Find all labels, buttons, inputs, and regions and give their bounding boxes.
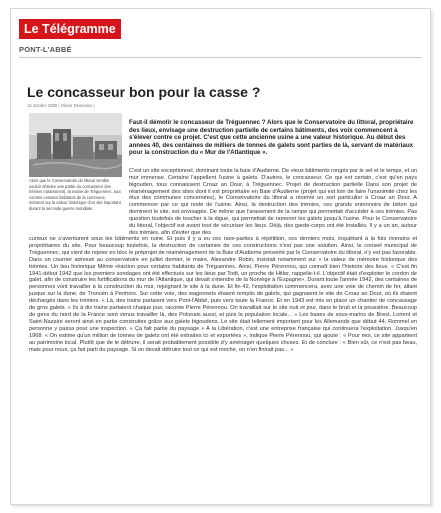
article-photo	[29, 113, 122, 177]
concrete-ruins-photo	[29, 113, 122, 177]
article-meta: 12 octobre 2005 | Olivier Desveaux |	[27, 103, 95, 108]
masthead-logo[interactable]: Le Télégramme	[19, 19, 121, 39]
article-headline: Le concasseur bon pour la casse ?	[27, 84, 261, 100]
article-body-continued: curieux ne s'aventurent sous les bâtiments en ruine. Et puis il y a eu ces rave-parties à répétition, ces derniers mois, inquiétant à la fois riverains et propriétaires du site. Pour beaucoup toutefois, la destruction de certaines de ces constructions n'est pas une solution. Ainsi, le conseil municipal de Tréguennec, qui vient de rejeter en bloc le préprojet de réaménagement de la Baie d'Audierne présenté par le Conservatoire du littoral, n'y est pas favorable. Dans un courrier adressé au conservatoire en juillet dernier, le maire, Alexandre Robin, insistait notamment sur « la valeur de mémoire historique des trémies. Un lieu historique Même réaction pour certains habitants de Tréguennec. Ainsi, Pierre Pérennou, qui connaît bien l'histoire des lieux. « C'est fin 1941-début 1942 que les premiers sondages ont été effectués sur les lieux par Todt, un proche de Hitler, rappelle-t-il. L'objectif était d'exploiter le cordon de galet, afin de construire les fortifications du mur de l'Atlantique, qui devait s'étendre de la Norvège à l'Espagne». Durant toute l'année 1942, des centaines de personnes vont travailler à la construction du mur, rejoignant le site à la dune. Et fin 42, l'exploitation commencera, avec une voie de chemin de fer, allant jusque sur la dune, de Tronoën à Penhors. Sur cette voie, des wagonnets étaient remplis de galets, qui gagnaient le site de Croaz an Dour, où ils étaient déchargés dans les trémies. « Là, des trains partaient vers Pont-l'Abbé, puis vers toute la France. Et en 1943 est mis en place un chantier de concassage de gros galets. « Ils à dix trains partaient chaque jour, raconte Pierre Pérennou. On travaillait sur le site nuit et jour, dans le bruit et la poussière. Beaucoup de gens du nord de la France sont venus travailler là, des Polonais aussi, et puis la population locale... » Les bases de sous-marins de Brest, Lorient et Saint-Nazaire seront ainsi en partie construites grâce aux galets bigoudens. Le site était tellement important pour les Allemands que début 44, Rommel en personne y passa pour une inspection. « Ça fait partie du paysage » A la Libération, c'est une entreprise française qui continuera l'exploitation. Jusqu'en 1968. « On estime qu'un million de tonnes de galets ont été extraites ici et exportées », indique Pierre Pérennou, qui ajoute : « Pour moi, ce site appartient au patrimoine local. Plutôt que de le détruire, il serait probablement possible d'y aménager quelques choses. Et de conclure : « Bien sûr, ce n'est pas beau, mais pour nous, ça fait parti du paysage. Si on devait détruire tout ce qui est moche, on n'en finirait pas... »	[29, 236, 417, 353]
article-body-column: C'est un site exceptionnel, dominant toute la baie d'Audierne. De vieux bâtiments rongés par le sel et le temps, et un mur immense. Certains l'appellent l'usine à galets. D'autres, le concasseur. Ce qui est certain, c'est qu'en pays bigouden, tous connaissent Croaz an Dour, à Tréguennec. Projet de destruction partielle Dans son projet de réaménagement des sites dont il est propriétaire en Baie d'Audierne (projet qui est loin de faire l'unanimité chez les élus des communes concernées), le Conservatoire du littoral a réservé un sort particulier à Croaz an Dour. A commencer par ce qui reste de l'usine. Ainsi, la destruction des trémies, ces grands entonnoirs de béton qui dominent le site, est envisagée. De même que l'arasement de la rampe qui permettait d'accéder à ces trémies. Pas question toutefois de toucher à la digue, qui permettait de ramener les galets jusqu'à l'usine. Pour le Conservatoire du littoral, l'objectif est avant tout de sécuriser les lieux. Déjà, des garde-corps ont été installés. Il y a un an, autour des trémies, afin d'éviter que des	[129, 168, 417, 236]
photo-caption: Alors que le Conservatoire du littoral semble vouloir détruire une partie du concasseur (les trémies notamment), la mairie de Tréguennec, tout comme certains habitants de la commune, insistent sur la valeur historique d'un site important durant la seconde guerre mondiale.	[29, 178, 121, 211]
article-lede: Faut-il démolir le concasseur de Tréguennec ? Alors que le Conservatoire du littoral, propriétaire des lieux, envisage une destruction partielle de certains bâtiments, des voix commencent à s'élever contre ce projet. C'est que cette ancienne usine a une valeur historique. Au début des années 40, des centaines de milliers de tonnes de galets sont parties de là, servant de matériaux pour la construction du « Mur de l'Atlantique ».	[129, 119, 414, 157]
section-rubric: PONT-L'ABBÉ	[19, 45, 72, 54]
rubric-divider	[19, 57, 422, 58]
article-frame	[10, 8, 431, 505]
